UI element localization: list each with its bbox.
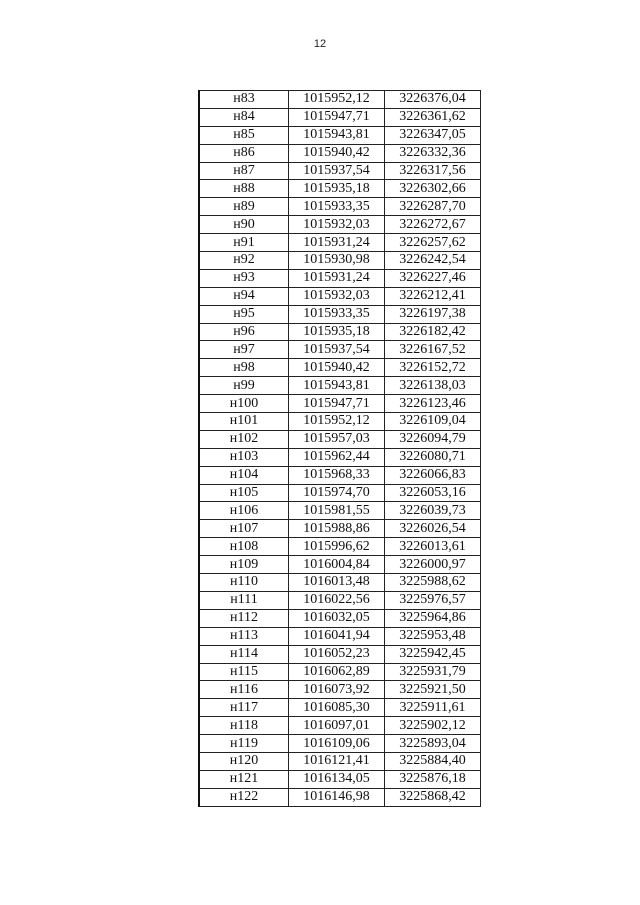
- y-coordinate-cell: 3225911,61: [385, 699, 481, 717]
- x-coordinate-cell: 1016109,06: [289, 735, 385, 753]
- point-name-cell: н109: [199, 556, 289, 574]
- point-name-cell: н120: [199, 752, 289, 770]
- x-coordinate-cell: 1015981,55: [289, 502, 385, 520]
- point-name-cell: н89: [199, 198, 289, 216]
- x-coordinate-cell: 1016013,48: [289, 574, 385, 592]
- table-row: [199, 752, 481, 770]
- point-name-cell: н112: [199, 609, 289, 627]
- table-row: [199, 144, 481, 162]
- table-row: [199, 770, 481, 788]
- point-name-cell: н97: [199, 341, 289, 359]
- y-coordinate-cell: 3226197,38: [385, 305, 481, 323]
- x-coordinate-cell: 1015943,81: [289, 126, 385, 144]
- y-coordinate-cell: 3225893,04: [385, 735, 481, 753]
- table-row: [199, 591, 481, 609]
- y-coordinate-cell: 3226080,71: [385, 448, 481, 466]
- x-coordinate-cell: 1016022,56: [289, 591, 385, 609]
- x-coordinate-cell: 1015996,62: [289, 538, 385, 556]
- table-row: [199, 287, 481, 305]
- point-name-cell: н122: [199, 788, 289, 806]
- x-coordinate-cell: 1015952,12: [289, 91, 385, 109]
- point-name-cell: н99: [199, 377, 289, 395]
- table-row: [199, 216, 481, 234]
- y-coordinate-cell: 3226013,61: [385, 538, 481, 556]
- y-coordinate-cell: 3225868,42: [385, 788, 481, 806]
- x-coordinate-cell: 1016004,84: [289, 556, 385, 574]
- table-row: [199, 234, 481, 252]
- point-name-cell: н103: [199, 448, 289, 466]
- table-row: [199, 735, 481, 753]
- y-coordinate-cell: 3226257,62: [385, 234, 481, 252]
- table-row: [199, 198, 481, 216]
- table-row: [199, 681, 481, 699]
- x-coordinate-cell: 1015932,03: [289, 216, 385, 234]
- x-coordinate-cell: 1016134,05: [289, 770, 385, 788]
- y-coordinate-cell: 3225976,57: [385, 591, 481, 609]
- table-row: [199, 269, 481, 287]
- x-coordinate-cell: 1015947,71: [289, 108, 385, 126]
- coordinates-table: [198, 90, 481, 807]
- y-coordinate-cell: 3225902,12: [385, 717, 481, 735]
- table-row: [199, 484, 481, 502]
- point-name-cell: н119: [199, 735, 289, 753]
- point-name-cell: н91: [199, 234, 289, 252]
- y-coordinate-cell: 3225964,86: [385, 609, 481, 627]
- table-row: [199, 341, 481, 359]
- table-row: [199, 108, 481, 126]
- y-coordinate-cell: 3226376,04: [385, 91, 481, 109]
- y-coordinate-cell: 3225921,50: [385, 681, 481, 699]
- x-coordinate-cell: 1015952,12: [289, 413, 385, 431]
- y-coordinate-cell: 3226272,67: [385, 216, 481, 234]
- point-name-cell: н93: [199, 269, 289, 287]
- x-coordinate-cell: 1015932,03: [289, 287, 385, 305]
- table-row: [199, 377, 481, 395]
- x-coordinate-cell: 1016146,98: [289, 788, 385, 806]
- point-name-cell: н87: [199, 162, 289, 180]
- point-name-cell: н113: [199, 627, 289, 645]
- y-coordinate-cell: 3226053,16: [385, 484, 481, 502]
- y-coordinate-cell: 3226287,70: [385, 198, 481, 216]
- table-row: [199, 627, 481, 645]
- point-name-cell: н116: [199, 681, 289, 699]
- table-row: [199, 91, 481, 109]
- table-row: [199, 305, 481, 323]
- y-coordinate-cell: 3226361,62: [385, 108, 481, 126]
- y-coordinate-cell: 3226094,79: [385, 430, 481, 448]
- coordinates-table-body: [199, 91, 481, 807]
- y-coordinate-cell: 3225876,18: [385, 770, 481, 788]
- table-row: [199, 448, 481, 466]
- page-number: 12: [313, 38, 327, 50]
- table-row: [199, 413, 481, 431]
- point-name-cell: н115: [199, 663, 289, 681]
- point-name-cell: н83: [199, 91, 289, 109]
- x-coordinate-cell: 1015943,81: [289, 377, 385, 395]
- table-row: [199, 520, 481, 538]
- table-row: [199, 430, 481, 448]
- point-name-cell: н100: [199, 395, 289, 413]
- x-coordinate-cell: 1015931,24: [289, 234, 385, 252]
- table-row: [199, 788, 481, 806]
- x-coordinate-cell: 1015947,71: [289, 395, 385, 413]
- point-name-cell: н85: [199, 126, 289, 144]
- x-coordinate-cell: 1016121,41: [289, 752, 385, 770]
- x-coordinate-cell: 1015937,54: [289, 162, 385, 180]
- y-coordinate-cell: 3225988,62: [385, 574, 481, 592]
- x-coordinate-cell: 1016052,23: [289, 645, 385, 663]
- table-row: [199, 359, 481, 377]
- x-coordinate-cell: 1015974,70: [289, 484, 385, 502]
- y-coordinate-cell: 3226000,97: [385, 556, 481, 574]
- y-coordinate-cell: 3226227,46: [385, 269, 481, 287]
- point-name-cell: н98: [199, 359, 289, 377]
- x-coordinate-cell: 1015935,18: [289, 323, 385, 341]
- x-coordinate-cell: 1015968,33: [289, 466, 385, 484]
- table-row: [199, 395, 481, 413]
- point-name-cell: н84: [199, 108, 289, 126]
- x-coordinate-cell: 1016032,05: [289, 609, 385, 627]
- y-coordinate-cell: 3225884,40: [385, 752, 481, 770]
- x-coordinate-cell: 1015935,18: [289, 180, 385, 198]
- x-coordinate-cell: 1016041,94: [289, 627, 385, 645]
- point-name-cell: н110: [199, 574, 289, 592]
- table-row: [199, 609, 481, 627]
- x-coordinate-cell: 1015988,86: [289, 520, 385, 538]
- y-coordinate-cell: 3226302,66: [385, 180, 481, 198]
- point-name-cell: н106: [199, 502, 289, 520]
- y-coordinate-cell: 3226123,46: [385, 395, 481, 413]
- table-row: [199, 699, 481, 717]
- x-coordinate-cell: 1016062,89: [289, 663, 385, 681]
- table-row: [199, 556, 481, 574]
- x-coordinate-cell: 1016073,92: [289, 681, 385, 699]
- x-coordinate-cell: 1016085,30: [289, 699, 385, 717]
- x-coordinate-cell: 1016097,01: [289, 717, 385, 735]
- point-name-cell: н107: [199, 520, 289, 538]
- point-name-cell: н101: [199, 413, 289, 431]
- table-row: [199, 323, 481, 341]
- x-coordinate-cell: 1015957,03: [289, 430, 385, 448]
- y-coordinate-cell: 3225931,79: [385, 663, 481, 681]
- y-coordinate-cell: 3226026,54: [385, 520, 481, 538]
- x-coordinate-cell: 1015962,44: [289, 448, 385, 466]
- y-coordinate-cell: 3226242,54: [385, 252, 481, 270]
- x-coordinate-cell: 1015937,54: [289, 341, 385, 359]
- point-name-cell: н114: [199, 645, 289, 663]
- x-coordinate-cell: 1015940,42: [289, 359, 385, 377]
- y-coordinate-cell: 3226332,36: [385, 144, 481, 162]
- point-name-cell: н104: [199, 466, 289, 484]
- point-name-cell: н121: [199, 770, 289, 788]
- point-name-cell: н95: [199, 305, 289, 323]
- x-coordinate-cell: 1015933,35: [289, 198, 385, 216]
- x-coordinate-cell: 1015940,42: [289, 144, 385, 162]
- point-name-cell: н92: [199, 252, 289, 270]
- x-coordinate-cell: 1015931,24: [289, 269, 385, 287]
- point-name-cell: н111: [199, 591, 289, 609]
- table-row: [199, 162, 481, 180]
- point-name-cell: н90: [199, 216, 289, 234]
- y-coordinate-cell: 3226066,83: [385, 466, 481, 484]
- y-coordinate-cell: 3226212,41: [385, 287, 481, 305]
- y-coordinate-cell: 3226182,42: [385, 323, 481, 341]
- table-row: [199, 126, 481, 144]
- y-coordinate-cell: 3226167,52: [385, 341, 481, 359]
- x-coordinate-cell: 1015933,35: [289, 305, 385, 323]
- table-row: [199, 538, 481, 556]
- y-coordinate-cell: 3226109,04: [385, 413, 481, 431]
- table-row: [199, 180, 481, 198]
- y-coordinate-cell: 3225953,48: [385, 627, 481, 645]
- table-row: [199, 645, 481, 663]
- y-coordinate-cell: 3225942,45: [385, 645, 481, 663]
- table-row: [199, 717, 481, 735]
- point-name-cell: н94: [199, 287, 289, 305]
- point-name-cell: н86: [199, 144, 289, 162]
- x-coordinate-cell: 1015930,98: [289, 252, 385, 270]
- table-row: [199, 502, 481, 520]
- point-name-cell: н117: [199, 699, 289, 717]
- table-row: [199, 574, 481, 592]
- y-coordinate-cell: 3226317,56: [385, 162, 481, 180]
- point-name-cell: н88: [199, 180, 289, 198]
- y-coordinate-cell: 3226347,05: [385, 126, 481, 144]
- y-coordinate-cell: 3226039,73: [385, 502, 481, 520]
- table-row: [199, 252, 481, 270]
- point-name-cell: н102: [199, 430, 289, 448]
- y-coordinate-cell: 3226138,03: [385, 377, 481, 395]
- y-coordinate-cell: 3226152,72: [385, 359, 481, 377]
- table-row: [199, 663, 481, 681]
- point-name-cell: н96: [199, 323, 289, 341]
- table-row: [199, 466, 481, 484]
- point-name-cell: н118: [199, 717, 289, 735]
- point-name-cell: н105: [199, 484, 289, 502]
- point-name-cell: н108: [199, 538, 289, 556]
